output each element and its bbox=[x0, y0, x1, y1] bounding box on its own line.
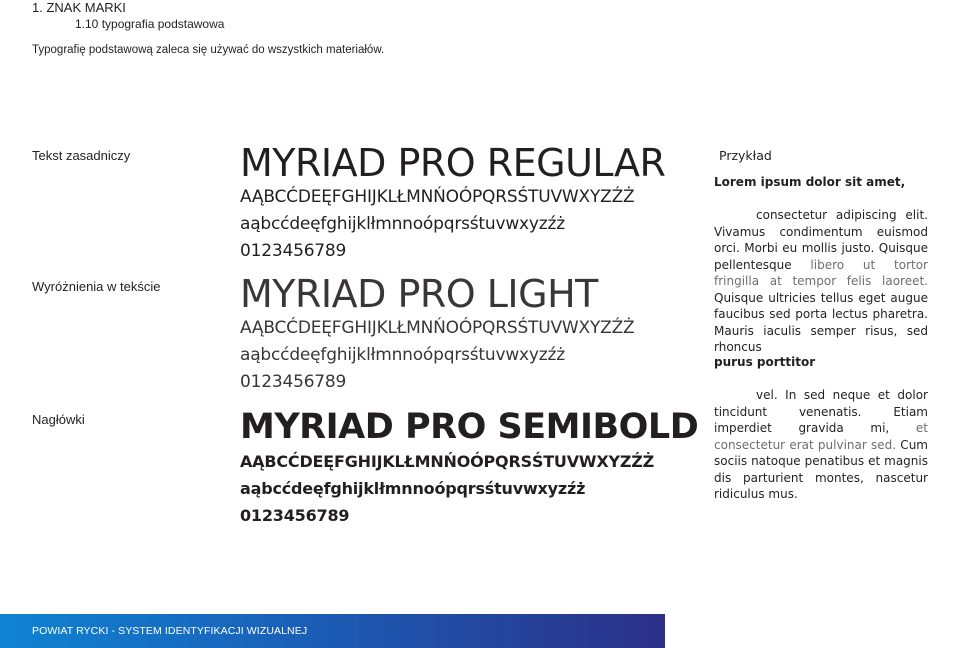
paragraph-text: vel. In sed neque et dolor tincidunt venenatis. Etiam imperdiet gravida mi, bbox=[714, 388, 928, 435]
digits-sample: 0123456789 bbox=[240, 241, 347, 261]
paragraph-light-text: libero ut tortor fringilla at tempor felis laoreet. bbox=[714, 257, 928, 288]
example-paragraph-2 bbox=[714, 387, 928, 503]
footer-bar bbox=[0, 614, 665, 648]
digits-sample: 0123456789 bbox=[240, 372, 347, 392]
label-body-text: Tekst zasadniczy bbox=[32, 148, 131, 163]
example-paragraph-1 bbox=[714, 207, 928, 356]
font-name: MYRIAD PRO SEMIBOLD bbox=[240, 407, 699, 447]
label-emphasis: Wyróżnienia w tekście bbox=[32, 279, 161, 294]
uppercase-sample: AĄBCĆDEĘFGHIJKLŁMNŃOÓPQRSŚTUVWXYZŹŻ bbox=[240, 318, 635, 338]
section-number: 1. ZNAK MARKI bbox=[32, 0, 126, 15]
example-title: Przykład bbox=[719, 148, 772, 163]
digits-sample: 0123456789 bbox=[240, 506, 350, 525]
font-sample-semibold bbox=[240, 406, 698, 529]
font-sample-light bbox=[240, 273, 634, 396]
label-headings: Nagłówki bbox=[32, 412, 85, 427]
section-subtitle: 1.10 typografia podstawowa bbox=[75, 17, 225, 31]
uppercase-sample: AĄBCĆDEĘFGHIJKLŁMNŃOÓPQRSŚTUVWXYZŹŻ bbox=[240, 187, 635, 207]
font-name: MYRIAD PRO LIGHT bbox=[240, 272, 598, 316]
lowercase-sample: aąbcćdeęfghijklłmnnoópqrsśtuvwxyzźż bbox=[240, 214, 565, 234]
lowercase-sample: aąbcćdeęfghijklłmnnoópqrsśtuvwxyzźż bbox=[240, 479, 586, 498]
lowercase-sample: aąbcćdeęfghijklłmnnoópqrsśtuvwxyzźż bbox=[240, 345, 565, 365]
font-name: MYRIAD PRO REGULAR bbox=[240, 141, 666, 185]
example-heading-1: Lorem ipsum dolor sit amet, bbox=[714, 175, 906, 189]
paragraph-text: Cum sociis natoque penatibus et magnis dis parturient montes, nascetur ridiculus mus. bbox=[714, 437, 928, 501]
paragraph-text: Quisque ultricies tellus eget augue faucibus sed porta lectus pharetra. Mauris iaculis semper risus, sed rhoncus bbox=[714, 290, 928, 354]
paragraph-light-text: et consectetur erat pulvinar sed. bbox=[714, 421, 928, 452]
font-sample-regular bbox=[240, 142, 665, 265]
intro-text: Typografię podstawową zaleca się używać do wszystkich materiałów. bbox=[32, 44, 385, 56]
example-heading-2: purus porttitor bbox=[714, 355, 816, 369]
paragraph-text: consectetur adipiscing elit. Vivamus condimentum euismod orci. Morbi eu mollis justo. Quisque pellentesque bbox=[714, 208, 928, 272]
footer-text: POWIAT RYCKI - SYSTEM IDENTYFIKACJI WIZUALNEJ bbox=[32, 625, 308, 637]
uppercase-sample: AĄBCĆDEĘFGHIJKLŁMNŃOÓPQRSŚTUVWXYZŹŻ bbox=[240, 452, 655, 471]
